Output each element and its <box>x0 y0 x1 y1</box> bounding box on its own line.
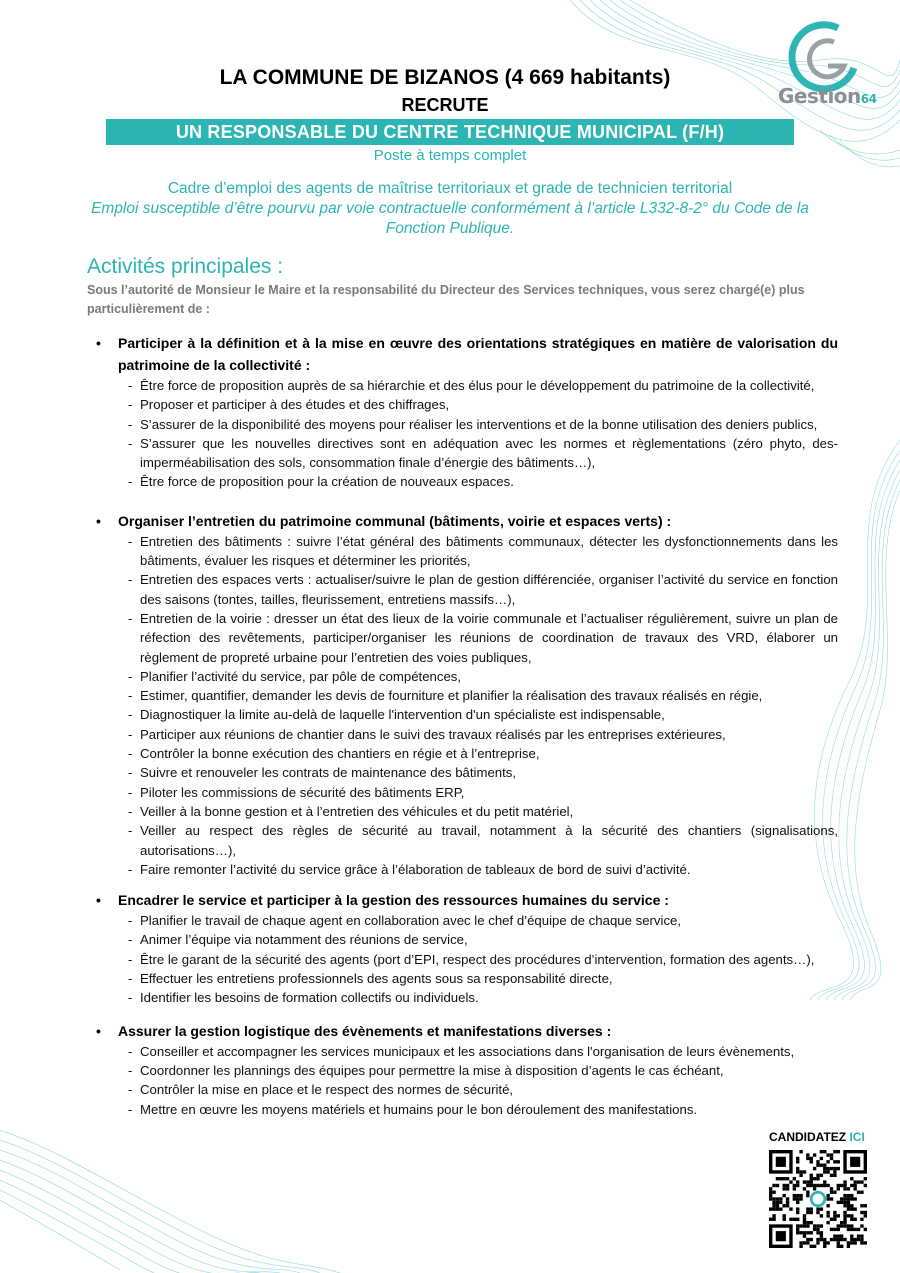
list-item: - Entretien des espaces verts : actualiser/suivre le plan de gestion différenciée, organiser l’activité du service en fonction des saisons (tontes, tailles, fleurissement, entretiens massifs…), <box>128 572 838 607</box>
dash-icon: - <box>128 1082 133 1098</box>
activity-block-title: • Participer à la définition et à la mise en œuvre des orientations stratégiques en matière de valorisation du patrimoine de la collectivité : <box>96 332 838 376</box>
dash-icon: - <box>128 378 133 393</box>
dash-icon: - <box>128 932 133 948</box>
logo-wordmark: Gestion64 <box>778 84 877 108</box>
list-item: - Identifier les besoins de formation collectifs ou individuels. <box>128 988 838 1007</box>
dash-icon: - <box>128 397 133 413</box>
job-title-banner: UN RESPONSABLE DU CENTRE TECHNIQUE MUNICIPAL (F/H) <box>106 119 794 145</box>
list-item: - Contrôler la mise en place et le respect des normes de sécurité, <box>128 1080 838 1099</box>
list-item: - Faire remonter l’activité du service grâce à l’élaboration de tableaux de bord de suivi d’activité. <box>128 860 838 879</box>
dash-icon: - <box>128 1062 133 1078</box>
dash-icon: - <box>128 861 133 877</box>
activity-items <box>96 376 838 492</box>
activity-block <box>96 889 838 1007</box>
apply-qr-code[interactable] <box>769 1150 867 1248</box>
list-item: - Proposer et participer à des études et des chiffrages, <box>128 395 838 414</box>
dash-icon: - <box>128 784 133 800</box>
activity-items <box>96 532 838 879</box>
dash-icon: - <box>128 823 133 839</box>
activity-block-title: • Assurer la gestion logistique des évènements et manifestations diverses : <box>96 1020 838 1042</box>
dash-icon: - <box>128 668 133 684</box>
list-item: - Être force de proposition auprès de sa hiérarchie et des élus pour le développement du patrimoine de la collectivité, <box>128 376 838 395</box>
activity-block <box>96 510 838 879</box>
employment-framework <box>90 179 810 239</box>
dash-icon: - <box>128 688 133 704</box>
list-item: - Entretien des bâtiments : suivre l’état général des bâtiments communaux, détecter les dysfonctionnements dans les bâtiments, évaluer les risques et déterminer les priorités, <box>128 533 838 569</box>
dash-icon: - <box>128 1043 133 1059</box>
decorative-wave-bottom-left <box>0 1110 360 1273</box>
list-item: - Veiller au respect des règles de sécurité au travail, notamment à la sécurité des chantiers (signalisations, autorisations…), <box>128 823 838 858</box>
contractual-note: Emploi susceptible d’être pourvu par voie contractuelle conformément à l’article L332-8-2° du Code de la Fonction Publique. <box>91 200 809 237</box>
activity-items <box>96 1042 838 1119</box>
list-item: - Conseiller et accompagner les services municipaux et les associations dans l'organisation de leurs évènements, <box>128 1042 838 1061</box>
bullet-icon: • <box>96 512 101 529</box>
cadre-line: Cadre d’emploi des agents de maîtrise territoriaux et grade de technicien territorial <box>167 180 733 197</box>
activity-block-title: • Organiser l’entretien du patrimoine communal (bâtiments, voirie et espaces verts) : <box>96 510 838 532</box>
apply-label: CANDIDATEZ ICI <box>769 1130 865 1144</box>
list-item: - Entretien de la voirie : dresser un état des lieux de la voirie communale et l’actualiser régulièrement, suivre un plan de réfection des revêtements, participer/organiser les réunions de coordination de travaux des VRD, élaborer un règlement de propreté urbaine pour l’entretien des voies publiques, <box>128 610 838 665</box>
list-item: - Diagnostiquer la limite au-delà de laquelle l'intervention d'un spécialiste est indispensable, <box>128 705 838 724</box>
bullet-icon: • <box>96 1022 101 1039</box>
list-item: - S’assurer que les nouvelles directives sont en adéquation avec les normes et règlementations (zéro phyto, des-imperméabilisation des sols, consommation finale d’énergie des bâtiments…), <box>128 435 838 471</box>
list-item: - Animer l’équipe via notamment des réunions de service, <box>128 930 838 949</box>
activity-block <box>96 1020 838 1119</box>
activity-block <box>96 332 838 492</box>
dash-icon: - <box>128 416 133 432</box>
list-item: - Effectuer les entretiens professionnels des agents sous sa responsabilité directe, <box>128 969 838 988</box>
dash-icon: - <box>128 1101 133 1117</box>
commune-title: LA COMMUNE DE BIZANOS (4 669 habitants) <box>219 66 671 89</box>
list-item: - Veiller à la bonne gestion et à l’entretien des véhicules et du petit matériel, <box>128 802 838 821</box>
recrute-label: RECRUTE <box>401 95 489 115</box>
list-item: - Contrôler la bonne exécution des chantiers en régie et à l’entreprise, <box>128 744 838 763</box>
dash-icon: - <box>128 913 133 929</box>
dash-icon: - <box>128 726 133 742</box>
dash-icon: - <box>128 707 133 723</box>
activity-items <box>96 911 838 1007</box>
list-item: - Coordonner les plannings des équipes pour permettre la mise à disposition d’agents le cas échéant, <box>128 1061 838 1080</box>
list-item: - Planifier l’activité du service, par pôle de compétences, <box>128 667 838 686</box>
list-item: - Estimer, quantifier, demander les devis de fourniture et planifier la réalisation des travaux réalisés en régie, <box>128 686 838 705</box>
position-type: Poste à temps complet <box>373 147 527 164</box>
list-item: - Piloter les commissions de sécurité des bâtiments ERP, <box>128 783 838 802</box>
dash-icon: - <box>128 746 133 762</box>
dash-icon: - <box>128 533 133 549</box>
list-item: - Suivre et renouveler les contrats de maintenance des bâtiments, <box>128 763 838 782</box>
dash-icon: - <box>128 765 133 781</box>
activities-intro: Sous l’autorité de Monsieur le Maire et la responsabilité du Directeur des Services techniques, vous serez chargé(e) plus particulièrement de : <box>87 283 805 316</box>
list-item: - Planifier le travail de chaque agent en collaboration avec le chef d’équipe de chaque service, <box>128 911 838 930</box>
dash-icon: - <box>128 610 133 626</box>
list-item: - Participer aux réunions de chantier dans le suivi des travaux réalisés par les entreprises extérieures, <box>128 725 838 744</box>
bullet-icon: • <box>96 892 101 909</box>
activities-title: Activités principales : <box>87 255 284 278</box>
activity-block-title: • Encadrer le service et participer à la gestion des ressources humaines du service : <box>96 889 838 911</box>
dash-icon: - <box>128 435 133 451</box>
list-item: - Être le garant de la sécurité des agents (port d’EPI, respect des procédures d’intervention, formation des agents…), <box>128 950 838 969</box>
activities-list <box>96 332 838 1119</box>
list-item: - Être force de proposition pour la création de nouveaux espaces. <box>128 472 838 491</box>
list-item: - S’assurer de la disponibilité des moyens pour réaliser les interventions et de la bonne utilisation des deniers publics, <box>128 415 838 434</box>
dash-icon: - <box>128 803 133 819</box>
bullet-icon: • <box>96 335 101 351</box>
list-item: - Mettre en œuvre les moyens matériels et humains pour le bon déroulement des manifestations. <box>128 1100 838 1119</box>
dash-icon: - <box>128 474 133 490</box>
dash-icon: - <box>128 990 133 1006</box>
dash-icon: - <box>128 572 133 588</box>
dash-icon: - <box>128 971 133 987</box>
dash-icon: - <box>128 951 133 967</box>
